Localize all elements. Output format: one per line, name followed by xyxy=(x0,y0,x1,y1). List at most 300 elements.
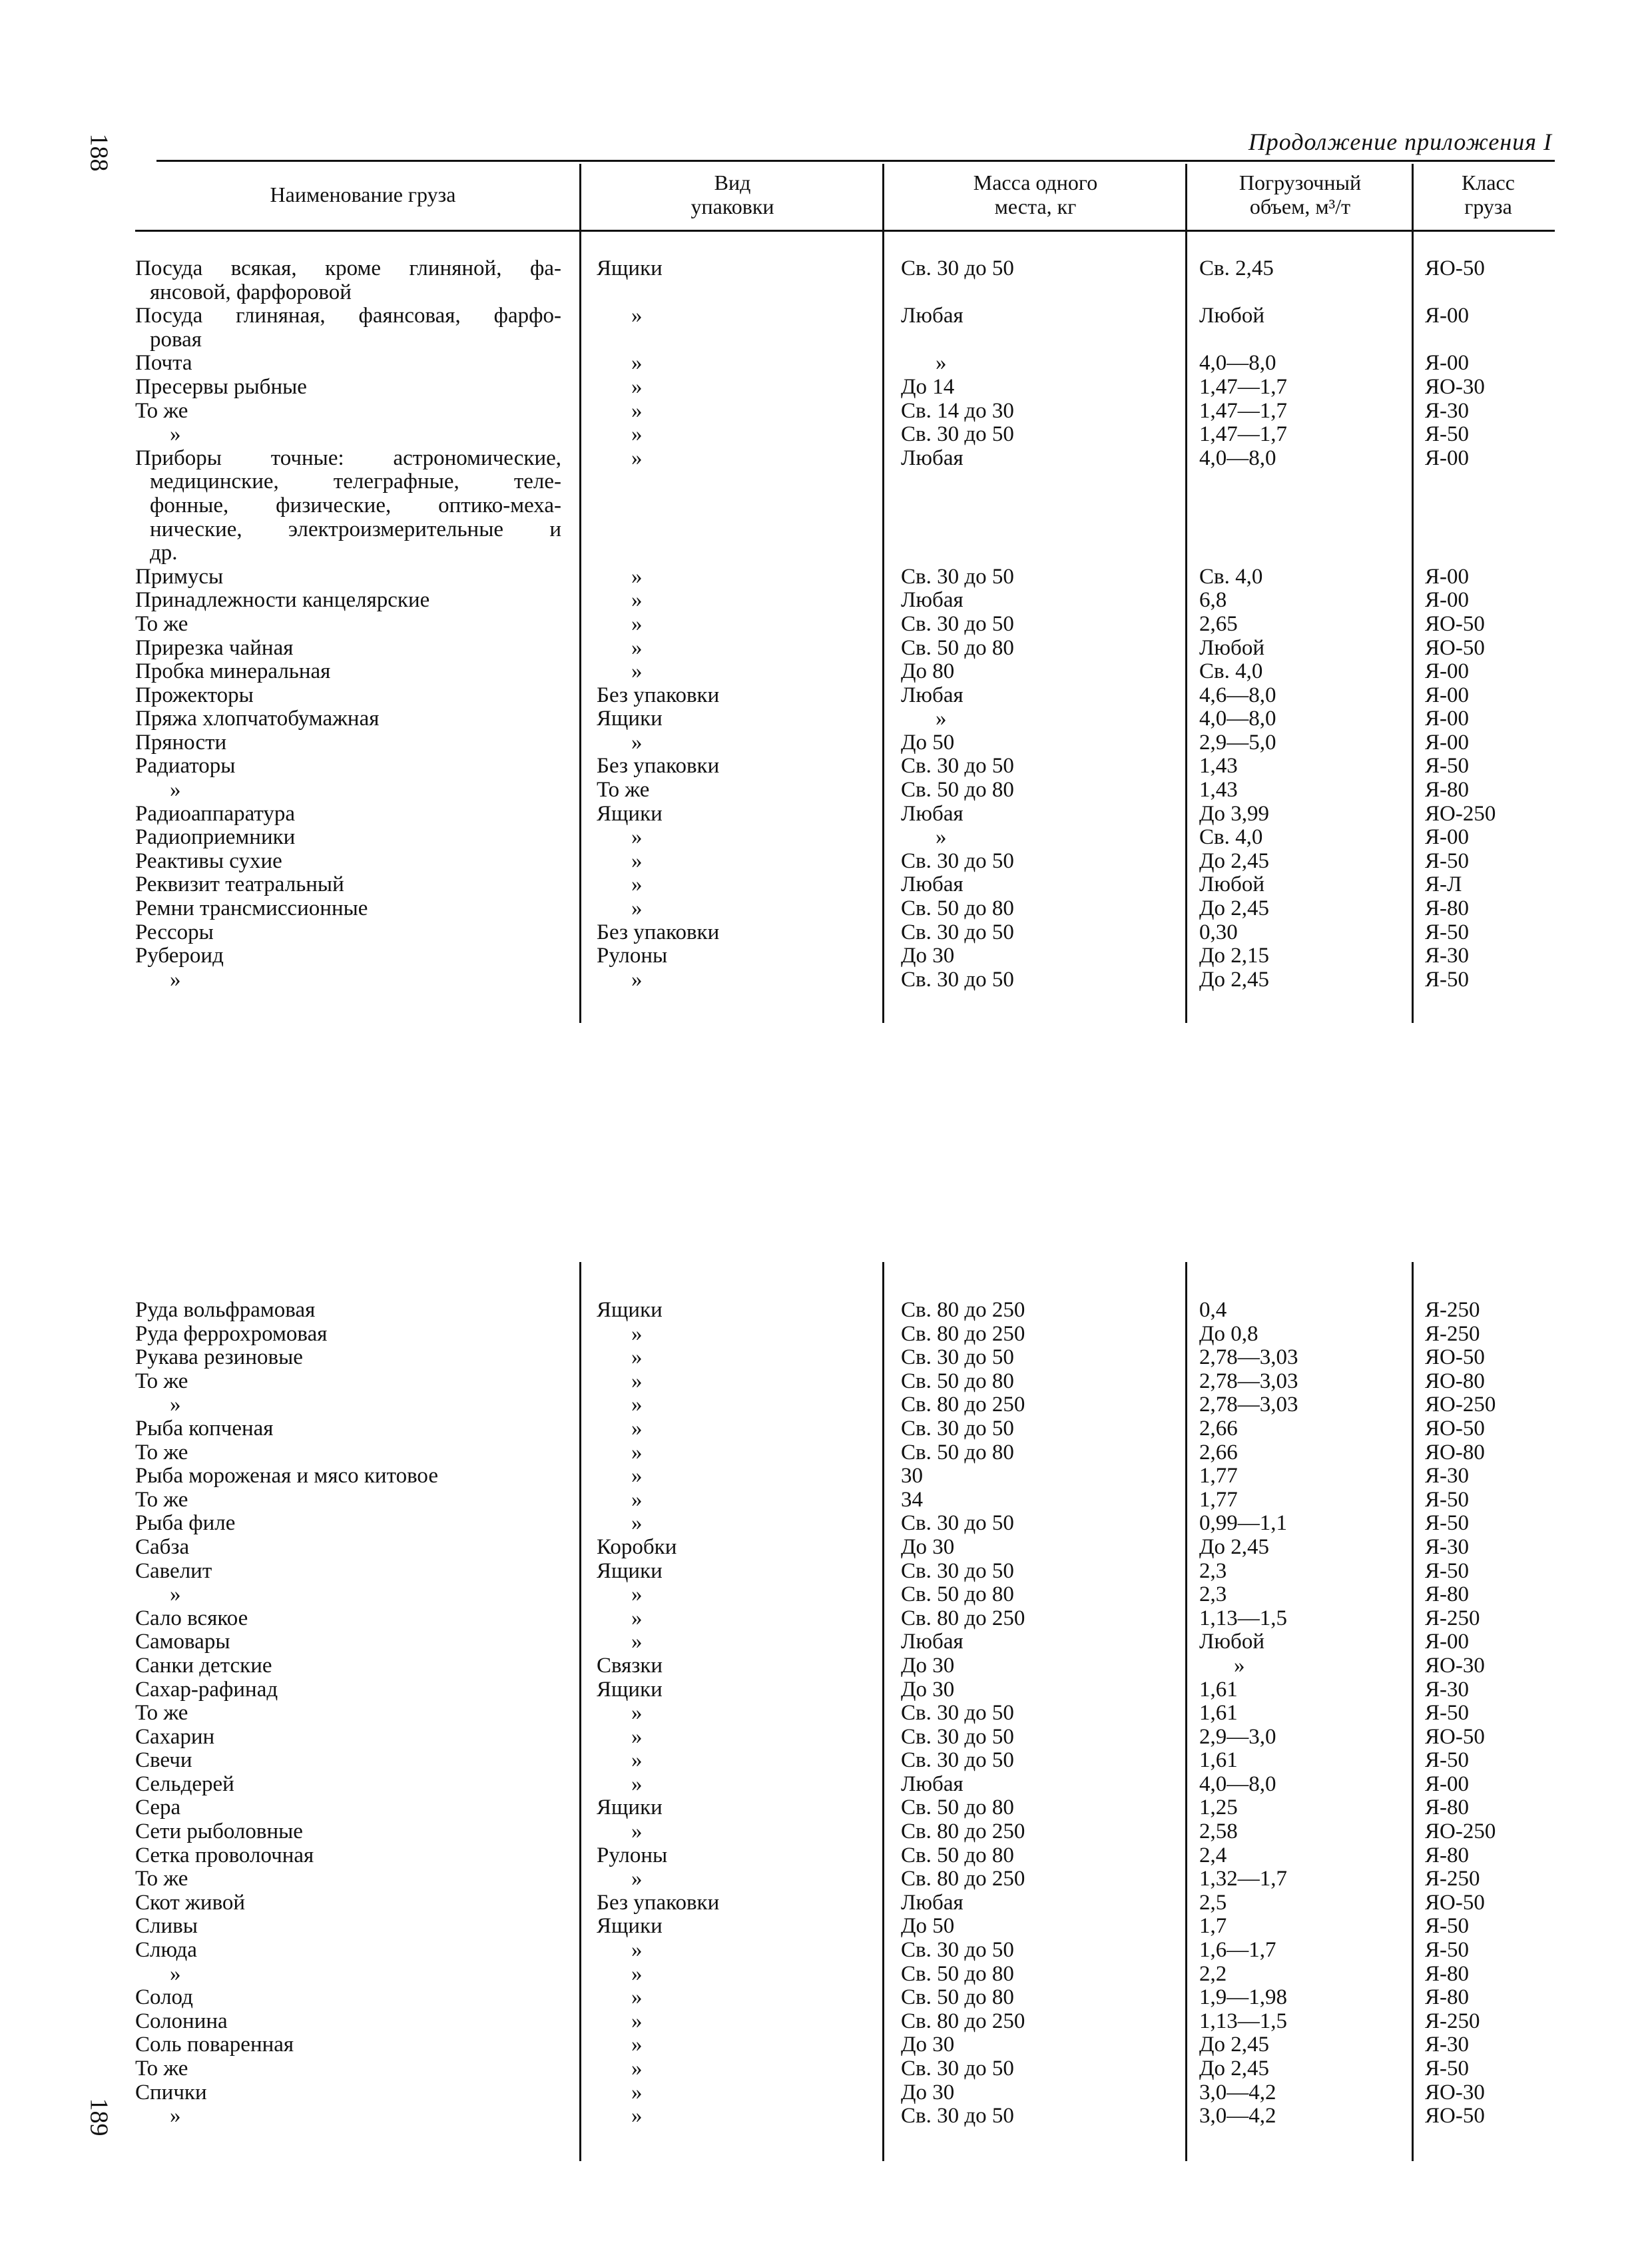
table-cell-mass xyxy=(901,281,1174,305)
table-cell-class: Я-50 xyxy=(1425,1749,1469,1773)
table-cell-name: То же xyxy=(135,2057,188,2081)
table-cell-class xyxy=(1425,281,1558,305)
table-cell-packaging: » xyxy=(631,446,643,470)
table-cell-mass: До 50 xyxy=(901,731,955,755)
table-cell-class: Я-30 xyxy=(1425,1535,1469,1559)
table-cell-name: Прожекторы xyxy=(135,683,254,707)
table-cell-volume: 4,6—8,0 xyxy=(1199,683,1276,707)
table-cell-mass: Св. 80 до 250 xyxy=(901,1867,1025,1891)
table-cell-class: Я-50 xyxy=(1425,1559,1469,1583)
table-cell-volume: 2,3 xyxy=(1199,1583,1227,1607)
table-cell-mass: Св. 50 до 80 xyxy=(901,1369,1014,1393)
table-cell-packaging: » xyxy=(631,612,643,636)
table-cell-packaging: Ящики xyxy=(597,1559,663,1583)
table-cell-mass: Св. 30 до 50 xyxy=(901,257,1014,280)
table-cell-name: То же xyxy=(135,1867,188,1891)
table-cell-volume: До 2,45 xyxy=(1199,849,1270,873)
class-column xyxy=(1425,1299,1558,2128)
table-cell-class: Я-00 xyxy=(1425,1630,1469,1654)
table-cell-class: ЯО-50 xyxy=(1425,1725,1485,1749)
table-cell-packaging: » xyxy=(631,589,643,613)
table-cell-mass: » xyxy=(936,826,947,850)
table-cell-class: Я-00 xyxy=(1425,304,1469,328)
table-cell-volume: 2,78—3,03 xyxy=(1199,1346,1298,1370)
table-cell-name: Рыба копченая xyxy=(135,1417,274,1441)
table-cell-mass: До 30 xyxy=(901,2081,955,2104)
table-cell-name: Сетка проволочная xyxy=(135,1843,314,1867)
table-cell-class: Я-00 xyxy=(1425,352,1469,376)
table-cell-name: Сало всякое xyxy=(135,1606,248,1630)
table-cell-class: Я-250 xyxy=(1425,1322,1480,1346)
table-cell-volume: 0,4 xyxy=(1199,1299,1227,1322)
table-cell-packaging: » xyxy=(631,897,643,921)
table-cell-volume: 2,78—3,03 xyxy=(1199,1369,1298,1393)
table-cell-name: Санки детские xyxy=(135,1654,272,1678)
table-cell-name: Сабза xyxy=(135,1535,190,1559)
table-cell-name: Пряности xyxy=(135,731,227,755)
divider-top-3 xyxy=(1185,164,1187,1023)
table-cell-mass: До 30 xyxy=(901,1535,955,1559)
table-cell-volume: 1,9—1,98 xyxy=(1199,1986,1287,2010)
table-cell-packaging: Рулоны xyxy=(597,944,668,968)
table-cell-name: » xyxy=(170,779,181,803)
table-cell-mass: Св. 30 до 50 xyxy=(901,1346,1014,1370)
table-cell-volume: 3,0—4,2 xyxy=(1199,2104,1276,2128)
table-cell-volume: До 0,8 xyxy=(1199,1322,1258,1346)
table-cell-packaging: » xyxy=(631,968,643,992)
table-cell-name: То же xyxy=(135,1488,188,1512)
page-number-top: 188 xyxy=(85,133,113,172)
table-cell-mass: Любая xyxy=(901,802,964,826)
table-cell-volume: До 2,45 xyxy=(1199,1535,1270,1559)
table-cell-class: Я-50 xyxy=(1425,755,1469,779)
table-cell-volume xyxy=(1199,328,1406,352)
table-cell-mass: Любая xyxy=(901,589,964,613)
table-cell-packaging: » xyxy=(631,2057,643,2081)
table-cell-volume: Св. 4,0 xyxy=(1199,826,1263,850)
table-cell-class: ЯО-50 xyxy=(1425,1346,1485,1370)
table-cell-packaging xyxy=(597,470,863,494)
table-cell-name: Рубероид xyxy=(135,944,224,968)
table-cell-packaging: » xyxy=(631,1749,643,1773)
table-cell-name: Рукава резиновые xyxy=(135,1346,303,1370)
table-cell-mass xyxy=(901,328,1174,352)
table-cell-volume xyxy=(1199,518,1406,542)
table-cell-class: Я-80 xyxy=(1425,1843,1469,1867)
table-cell-name: » xyxy=(170,423,181,447)
table-cell-packaging: Рулоны xyxy=(597,1843,668,1867)
table-cell-mass: До 30 xyxy=(901,1654,955,1678)
table-cell-packaging: » xyxy=(631,660,643,684)
table-cell-class: ЯО-30 xyxy=(1425,1654,1485,1678)
table-cell-packaging: » xyxy=(631,1346,643,1370)
table-cell-volume: 2,4 xyxy=(1199,1843,1227,1867)
table-cell-name: медицинские, телеграфные, теле- xyxy=(150,470,561,494)
table-cell-mass: Св. 30 до 50 xyxy=(901,1749,1014,1773)
table-cell-name: Сахарин xyxy=(135,1725,215,1749)
table-cell-volume: 4,0—8,0 xyxy=(1199,707,1276,731)
divider-bottom-2 xyxy=(882,1262,884,2161)
table-cell-mass: Св. 30 до 50 xyxy=(901,423,1014,447)
table-cell-volume: 1,77 xyxy=(1199,1464,1238,1488)
table-cell-packaging: » xyxy=(631,399,643,423)
table-cell-class: Я-Л xyxy=(1425,873,1462,897)
table-cell-volume: 2,58 xyxy=(1199,1820,1238,1844)
table-cell-mass: Св. 80 до 250 xyxy=(901,2009,1025,2033)
table-cell-class xyxy=(1425,494,1558,518)
table-cell-name: Приборы точные: астрономические, xyxy=(135,446,561,470)
table-cell-name: Самовары xyxy=(135,1630,230,1654)
table-cell-class: Я-30 xyxy=(1425,2033,1469,2057)
table-cell-packaging: » xyxy=(631,1606,643,1630)
table-cell-class: Я-00 xyxy=(1425,707,1469,731)
table-cell-class: Я-00 xyxy=(1425,589,1469,613)
table-cell-name: Пресервы рыбные xyxy=(135,375,307,399)
packaging-column xyxy=(597,1299,863,2128)
table-cell-packaging: » xyxy=(631,1512,643,1536)
table-cell-name: Сахар-рафинад xyxy=(135,1678,278,1702)
table-cell-class: ЯО-250 xyxy=(1425,1820,1496,1844)
table-cell-name: Руда феррохромовая xyxy=(135,1322,328,1346)
continuation-title: Продолжение приложения I xyxy=(1248,129,1552,155)
table-cell-name: Реактивы сухие xyxy=(135,849,282,873)
table-cell-name: Рыба филе xyxy=(135,1512,236,1536)
table-cell-mass: Св. 50 до 80 xyxy=(901,897,1014,921)
table-cell-packaging: Без упаковки xyxy=(597,755,720,779)
table-cell-volume xyxy=(1199,470,1406,494)
table-cell-name: Савелит xyxy=(135,1559,212,1583)
table-cell-name: нические, электроизмерительные и xyxy=(150,517,561,541)
table-cell-mass: До 50 xyxy=(901,1915,955,1939)
table-cell-volume: 1,13—1,5 xyxy=(1199,1606,1287,1630)
table-cell-volume: 2,65 xyxy=(1199,612,1238,636)
table-cell-mass: Любая xyxy=(901,683,964,707)
table-cell-mass xyxy=(901,470,1174,494)
table-cell-volume: Св. 4,0 xyxy=(1199,565,1263,589)
table-cell-name: Рессоры xyxy=(135,920,214,944)
table-cell-class: ЯО-250 xyxy=(1425,802,1496,826)
table-cell-mass: Св. 80 до 250 xyxy=(901,1393,1025,1417)
table-cell-class: ЯО-50 xyxy=(1425,1891,1485,1915)
table-cell-packaging: » xyxy=(631,304,643,328)
table-cell-volume: До 2,15 xyxy=(1199,944,1270,968)
table-cell-packaging: » xyxy=(631,2009,643,2033)
table-cell-mass: До 30 xyxy=(901,2033,955,2057)
table-cell-volume: Св. 2,45 xyxy=(1199,257,1274,280)
table-cell-class xyxy=(1425,470,1558,494)
table-cell-name: » xyxy=(170,1962,181,1986)
divider-top-2 xyxy=(882,164,884,1023)
table-cell-packaging xyxy=(597,541,863,565)
table-cell-packaging: » xyxy=(631,1488,643,1512)
table-cell-mass: Св. 50 до 80 xyxy=(901,1962,1014,1986)
table-cell-volume: 4,0—8,0 xyxy=(1199,446,1276,470)
table-cell-name: ровая xyxy=(150,328,202,352)
table-cell-class: ЯО-250 xyxy=(1425,1393,1496,1417)
table-cell-mass: Св. 30 до 50 xyxy=(901,565,1014,589)
table-cell-packaging: » xyxy=(631,1393,643,1417)
table-cell-class: Я-50 xyxy=(1425,423,1469,447)
table-cell-packaging: Без упаковки xyxy=(597,1891,720,1915)
table-cell-mass: » xyxy=(936,707,947,731)
divider-top-4 xyxy=(1412,164,1414,1023)
table-cell-packaging: Без упаковки xyxy=(597,920,720,944)
table-cell-volume: 1,6—1,7 xyxy=(1199,1939,1276,1963)
table-cell-class xyxy=(1425,518,1558,542)
table-cell-name: То же xyxy=(135,399,188,423)
table-cell-name: Пряжа хлопчатобумажная xyxy=(135,707,380,731)
table-cell-name: Спички xyxy=(135,2081,207,2104)
table-cell-mass: Любая xyxy=(901,1772,964,1796)
table-cell-class: Я-30 xyxy=(1425,399,1469,423)
table-cell-mass: 30 xyxy=(901,1464,923,1488)
table-cell-mass: Св. 50 до 80 xyxy=(901,1986,1014,2010)
table-cell-name: » xyxy=(170,2104,181,2128)
name-column xyxy=(135,1299,561,2128)
table-cell-name: Сельдерей xyxy=(135,1772,234,1796)
table-cell-packaging: » xyxy=(631,1867,643,1891)
table-cell-name: Радиоаппаратура xyxy=(135,802,296,826)
table-cell-mass: » xyxy=(936,352,947,376)
table-cell-mass: Св. 50 до 80 xyxy=(901,1441,1014,1464)
divider-top-1 xyxy=(579,164,581,1023)
table-cell-volume: 1,61 xyxy=(1199,1678,1238,1702)
table-cell-mass: Св. 80 до 250 xyxy=(901,1606,1025,1630)
table-cell-mass: Св. 30 до 50 xyxy=(901,968,1014,992)
table-cell-mass: Св. 30 до 50 xyxy=(901,2057,1014,2081)
table-cell-volume: До 2,45 xyxy=(1199,897,1270,921)
table-cell-mass: Св. 30 до 50 xyxy=(901,755,1014,779)
table-cell-packaging: » xyxy=(631,1702,643,1726)
table-cell-packaging: » xyxy=(631,636,643,660)
table-cell-packaging: » xyxy=(631,1820,643,1844)
table-cell-volume: 1,32—1,7 xyxy=(1199,1867,1287,1891)
table-cell-packaging: » xyxy=(631,352,643,376)
table-cell-name: То же xyxy=(135,612,188,636)
table-cell-volume xyxy=(1199,494,1406,518)
table-cell-packaging xyxy=(597,518,863,542)
table-cell-packaging: » xyxy=(631,423,643,447)
table-cell-mass: Любая xyxy=(901,304,964,328)
table-cell-class: ЯО-50 xyxy=(1425,2104,1485,2128)
table-cell-class: Я-50 xyxy=(1425,849,1469,873)
table-cell-class: Я-50 xyxy=(1425,1939,1469,1963)
table-cell-packaging: » xyxy=(631,1725,643,1749)
table-cell-mass xyxy=(901,518,1174,542)
table-cell-name: То же xyxy=(135,1369,188,1393)
table-cell-mass: Св. 80 до 250 xyxy=(901,1820,1025,1844)
table-cell-class: ЯО-30 xyxy=(1425,375,1485,399)
table-cell-volume: 2,78—3,03 xyxy=(1199,1393,1298,1417)
table-cell-packaging: » xyxy=(631,1369,643,1393)
packaging-column xyxy=(597,257,863,992)
table-cell-volume: 2,9—5,0 xyxy=(1199,731,1276,755)
header-mass: Масса одного места, кг xyxy=(973,170,1098,218)
table-cell-volume: 1,47—1,7 xyxy=(1199,399,1287,423)
table-cell-class: Я-00 xyxy=(1425,565,1469,589)
table-cell-volume: 0,99—1,1 xyxy=(1199,1512,1287,1536)
table-cell-name: Ремни трансмиссионные xyxy=(135,897,368,921)
header-class: Класс груза xyxy=(1462,170,1515,218)
table-cell-packaging: » xyxy=(631,849,643,873)
table-cell-packaging: » xyxy=(631,2033,643,2057)
table-cell-class: Я-50 xyxy=(1425,968,1469,992)
table-cell-packaging: » xyxy=(631,2081,643,2104)
table-cell-mass: Св. 50 до 80 xyxy=(901,1843,1014,1867)
table-cell-packaging: Ящики xyxy=(597,1678,663,1702)
table-cell-volume: 2,66 xyxy=(1199,1417,1238,1441)
table-cell-volume: 1,13—1,5 xyxy=(1199,2009,1287,2033)
table-cell-volume: » xyxy=(1234,1654,1245,1678)
table-cell-volume: До 2,45 xyxy=(1199,2033,1270,2057)
table-cell-volume: Любой xyxy=(1199,873,1264,897)
divider-bottom-1 xyxy=(579,1262,581,2161)
table-cell-volume: 1,61 xyxy=(1199,1702,1238,1726)
table-cell-name: Прирезка чайная xyxy=(135,636,294,660)
table-cell-packaging xyxy=(597,328,863,352)
table-cell-class: ЯО-80 xyxy=(1425,1441,1485,1464)
class-column xyxy=(1425,257,1558,992)
table-cell-class: Я-00 xyxy=(1425,1772,1469,1796)
table-cell-mass: Любая xyxy=(901,446,964,470)
table-cell-name: фонные, физические, оптико-меха- xyxy=(150,493,561,517)
table-cell-name: Радиоприемники xyxy=(135,826,296,850)
table-cell-volume: 4,0—8,0 xyxy=(1199,352,1276,376)
header-name: Наименование груза xyxy=(270,182,456,206)
table-cell-packaging: Ящики xyxy=(597,1915,663,1939)
table-cell-mass: Св. 30 до 50 xyxy=(901,2104,1014,2128)
table-cell-mass: Св. 50 до 80 xyxy=(901,636,1014,660)
table-cell-name: др. xyxy=(150,541,178,565)
table-cell-packaging: Связки xyxy=(597,1654,663,1678)
header-rule xyxy=(135,230,1555,232)
table-cell-class: Я-50 xyxy=(1425,2057,1469,2081)
divider-bottom-3 xyxy=(1185,1262,1187,2161)
table-cell-name: Солонина xyxy=(135,2009,228,2033)
table-cell-packaging: » xyxy=(631,1322,643,1346)
table-cell-volume xyxy=(1199,541,1406,565)
table-cell-volume: До 3,99 xyxy=(1199,802,1270,826)
table-cell-name: Почта xyxy=(135,352,192,376)
header-volume: Погрузочный объем, м³/т xyxy=(1239,170,1362,218)
table-cell-mass: Св. 50 до 80 xyxy=(901,1796,1014,1820)
table-cell-class: Я-30 xyxy=(1425,1464,1469,1488)
table-cell-class: Я-50 xyxy=(1425,1702,1469,1726)
table-cell-class: Я-00 xyxy=(1425,731,1469,755)
table-cell-packaging: Ящики xyxy=(597,1299,663,1322)
table-cell-class: Я-80 xyxy=(1425,779,1469,803)
table-cell-class: ЯО-50 xyxy=(1425,257,1485,280)
table-cell-class: Я-250 xyxy=(1425,2009,1480,2033)
table-cell-class: ЯО-30 xyxy=(1425,2081,1485,2104)
table-cell-volume: 1,25 xyxy=(1199,1796,1238,1820)
table-cell-volume: До 2,45 xyxy=(1199,2057,1270,2081)
table-cell-name: Сливы xyxy=(135,1915,198,1939)
table-cell-mass: 34 xyxy=(901,1488,923,1512)
table-cell-mass: Св. 50 до 80 xyxy=(901,1583,1014,1607)
table-cell-volume: 1,43 xyxy=(1199,755,1238,779)
table-cell-class: Я-50 xyxy=(1425,920,1469,944)
table-cell-volume: 1,43 xyxy=(1199,779,1238,803)
table-cell-mass: До 80 xyxy=(901,660,955,684)
table-cell-name: » xyxy=(170,1583,181,1607)
table-cell-packaging: Ящики xyxy=(597,1796,663,1820)
table-cell-volume: 1,77 xyxy=(1199,1488,1238,1512)
table-cell-volume: Св. 4,0 xyxy=(1199,660,1263,684)
table-cell-class: ЯО-50 xyxy=(1425,612,1485,636)
table-cell-name: Свечи xyxy=(135,1749,192,1773)
table-cell-class: Я-00 xyxy=(1425,660,1469,684)
table-cell-name: Солод xyxy=(135,1986,193,2010)
table-cell-class: Я-30 xyxy=(1425,944,1469,968)
table-cell-class: Я-00 xyxy=(1425,446,1469,470)
table-cell-name: янсовой, фарфоровой xyxy=(150,280,352,304)
table-cell-volume: Любой xyxy=(1199,636,1264,660)
table-cell-volume: 1,47—1,7 xyxy=(1199,375,1287,399)
table-cell-packaging: » xyxy=(631,375,643,399)
table-cell-name: Сети рыболовные xyxy=(135,1820,303,1844)
table-cell-packaging: » xyxy=(631,1417,643,1441)
table-cell-mass: Св. 80 до 250 xyxy=(901,1322,1025,1346)
table-cell-mass: До 30 xyxy=(901,1678,955,1702)
table-cell-volume: 1,61 xyxy=(1199,1749,1238,1773)
table-cell-volume xyxy=(1199,281,1406,305)
page-number-bottom: 189 xyxy=(85,2098,113,2136)
table-cell-volume: Любой xyxy=(1199,304,1264,328)
table-cell-packaging: Коробки xyxy=(597,1535,677,1559)
table-cell-class: ЯО-50 xyxy=(1425,1417,1485,1441)
table-cell-name: Пробка минеральная xyxy=(135,660,331,684)
table-cell-name: Посуда всякая, кроме глиняной, фа- xyxy=(135,257,561,280)
divider-bottom-4 xyxy=(1412,1262,1414,2161)
table-cell-mass xyxy=(901,541,1174,565)
table-cell-name: Соль поваренная xyxy=(135,2033,294,2057)
table-cell-packaging xyxy=(597,494,863,518)
table-cell-name: Принадлежности канцелярские xyxy=(135,589,430,613)
table-cell-mass: Св. 30 до 50 xyxy=(901,849,1014,873)
table-cell-name: » xyxy=(170,1393,181,1417)
table-cell-class: Я-80 xyxy=(1425,1986,1469,2010)
table-cell-mass: До 14 xyxy=(901,375,955,399)
table-cell-name: Слюда xyxy=(135,1939,197,1963)
volume-column xyxy=(1199,1299,1406,2128)
table-cell-packaging: Ящики xyxy=(597,802,663,826)
table-cell-packaging: » xyxy=(631,1441,643,1464)
table-cell-volume: 1,47—1,7 xyxy=(1199,423,1287,447)
table-cell-class: ЯО-80 xyxy=(1425,1369,1485,1393)
table-cell-name: Сера xyxy=(135,1796,181,1820)
table-cell-name: Посуда глиняная, фаянсовая, фарфо- xyxy=(135,304,561,328)
table-cell-name: То же xyxy=(135,1702,188,1726)
table-cell-mass: Св. 50 до 80 xyxy=(901,779,1014,803)
table-cell-volume: 1,7 xyxy=(1199,1915,1227,1939)
table-cell-class: Я-250 xyxy=(1425,1606,1480,1630)
table-cell-mass: До 30 xyxy=(901,944,955,968)
table-cell-class: Я-50 xyxy=(1425,1488,1469,1512)
table-cell-packaging: » xyxy=(631,565,643,589)
table-cell-mass: Св. 80 до 250 xyxy=(901,1299,1025,1322)
table-cell-packaging: » xyxy=(631,1772,643,1796)
table-cell-mass: Св. 30 до 50 xyxy=(901,1939,1014,1963)
table-cell-volume: 4,0—8,0 xyxy=(1199,1772,1276,1796)
table-cell-class: Я-30 xyxy=(1425,1678,1469,1702)
table-cell-class: Я-80 xyxy=(1425,1796,1469,1820)
table-cell-packaging: » xyxy=(631,1962,643,1986)
table-cell-class: Я-50 xyxy=(1425,1512,1469,1536)
table-cell-packaging: » xyxy=(631,2104,643,2128)
table-cell-packaging: » xyxy=(631,1939,643,1963)
table-cell-class: Я-80 xyxy=(1425,897,1469,921)
